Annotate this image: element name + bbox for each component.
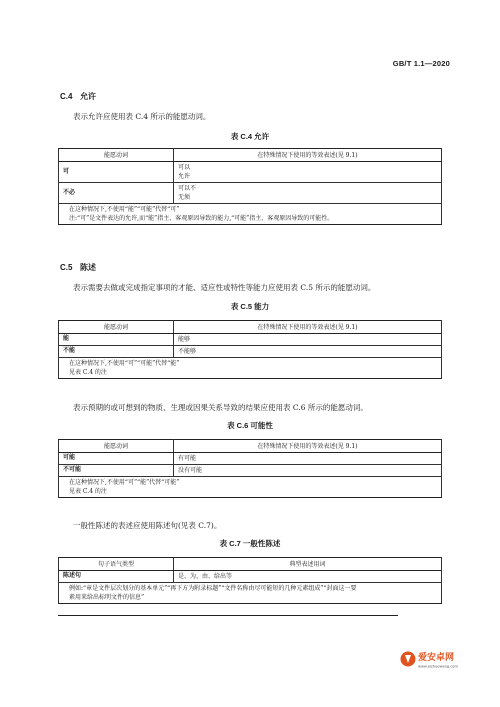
column-header: 在特殊情况下使用的等效表述(见 9.1) bbox=[174, 149, 442, 162]
table-note-row bbox=[59, 477, 442, 498]
table-example bbox=[59, 583, 442, 604]
sentence-type-cell: 陈述句 bbox=[59, 571, 174, 583]
modal-verb-cell: 不可能 bbox=[59, 465, 174, 477]
column-header: 在特殊情况下使用的等效表述(见 9.1) bbox=[174, 321, 442, 334]
bottom-rule bbox=[58, 615, 398, 616]
column-header: 典型表述用词 bbox=[174, 558, 442, 571]
note-line: 在这种情况下,不使用“可”“可能”代替“能” bbox=[69, 360, 180, 367]
equivalent-cell: 能够 bbox=[174, 334, 442, 346]
table-c7 bbox=[58, 557, 442, 604]
table-note-row bbox=[59, 204, 442, 225]
standard-number: GB/T 1.1—2020 bbox=[392, 59, 450, 68]
equivalent-line: 无须 bbox=[178, 194, 191, 201]
column-header: 在特殊情况下使用的等效表述(见 9.1) bbox=[174, 440, 442, 453]
note-line: 例如:“章是文件层次划分的基本单元”“再下方为附录标题”“文件名称由尽可能短的几种元素组成”“封面这一要 bbox=[69, 585, 357, 592]
table-row bbox=[59, 162, 442, 183]
typical-wording-cell: 是、为、由、给出等 bbox=[174, 571, 442, 583]
paragraph-c4: 表示允许应使用表 C.4 所示的能愿动词。 bbox=[73, 112, 211, 121]
table-row bbox=[59, 346, 442, 358]
table-note-row bbox=[59, 358, 442, 379]
paragraph-c5: 表示需要去做或完成指定事项的才能、适应性或特性等能力应使用表 C.5 所示的能愿动词。 bbox=[73, 283, 376, 292]
column-header: 句子语气类型 bbox=[59, 558, 174, 571]
note-line: 素用来给出标明文件的信息” bbox=[69, 594, 145, 601]
column-header: 能愿动词 bbox=[59, 321, 174, 334]
table-caption-c6: 表 C.6 可能性 bbox=[227, 421, 273, 430]
table-c4 bbox=[58, 148, 442, 225]
table-row bbox=[59, 571, 442, 583]
table-row bbox=[59, 334, 442, 346]
table-caption-c5: 表 C.5 能力 bbox=[230, 302, 270, 311]
table-row bbox=[59, 465, 442, 477]
table-note bbox=[59, 204, 442, 225]
table-row bbox=[59, 183, 442, 204]
table-caption-c4: 表 C.4 允许 bbox=[230, 132, 270, 141]
section-title: 陈述 bbox=[80, 263, 96, 272]
svg-text:www.aizhuowang.com: www.aizhuowang.com bbox=[418, 664, 458, 669]
note-line: 注:“可”是文件表达的允许,而“能”指主、客观原因导致的能力,“可能”指主、客观原因导致的可能性。 bbox=[69, 215, 334, 222]
modal-verb-cell: 可能 bbox=[59, 453, 174, 465]
column-header: 能愿动词 bbox=[59, 149, 174, 162]
table-caption-c7: 表 C.7 一般性陈述 bbox=[219, 539, 281, 548]
equivalent-cell: 有可能 bbox=[174, 453, 442, 465]
equivalent-line: 允许 bbox=[178, 173, 191, 180]
watermark-logo bbox=[400, 648, 478, 670]
equivalent-cell: 不能够 bbox=[174, 346, 442, 358]
note-line: 在这种情况下,不使用“能”“可能”代替“可” bbox=[69, 206, 180, 213]
table-c5 bbox=[58, 320, 442, 379]
equivalent-line: 可以 bbox=[178, 164, 191, 171]
modal-verb-cell: 不必 bbox=[59, 183, 174, 204]
modal-verb-cell: 可 bbox=[59, 162, 174, 183]
equivalent-cell: 没有可能 bbox=[174, 465, 442, 477]
equivalent-line: 可以不 bbox=[178, 185, 197, 192]
note-line: 见表 C.4 的注 bbox=[69, 488, 107, 495]
note-line: 见表 C.4 的注 bbox=[69, 369, 107, 376]
section-title: 允许 bbox=[80, 92, 96, 101]
section-heading-c4 bbox=[60, 91, 96, 102]
section-heading-c5 bbox=[60, 262, 96, 273]
modal-verb-cell: 能 bbox=[59, 334, 174, 346]
table-note bbox=[59, 358, 442, 379]
paragraph-c6: 表示预期的或可想到的物质、生理或因果关系导致的结果应使用表 C.6 所示的能愿动词。 bbox=[73, 403, 368, 412]
column-header: 能愿动词 bbox=[59, 440, 174, 453]
section-number: C.5 bbox=[60, 263, 73, 272]
svg-text:爱安卓网: 爱安卓网 bbox=[418, 653, 455, 663]
table-note bbox=[59, 477, 442, 498]
table-c6 bbox=[58, 439, 442, 498]
table-note-row bbox=[59, 583, 442, 604]
equivalent-cell bbox=[174, 183, 442, 204]
modal-verb-cell: 不能 bbox=[59, 346, 174, 358]
section-number: C.4 bbox=[60, 92, 73, 101]
equivalent-cell bbox=[174, 162, 442, 183]
table-row bbox=[59, 453, 442, 465]
note-line: 在这种情况下,不使用“可”“能”代替“可能” bbox=[69, 479, 180, 486]
paragraph-c7: 一般性陈述的表述应使用陈述句(见表 C.7)。 bbox=[73, 521, 222, 530]
